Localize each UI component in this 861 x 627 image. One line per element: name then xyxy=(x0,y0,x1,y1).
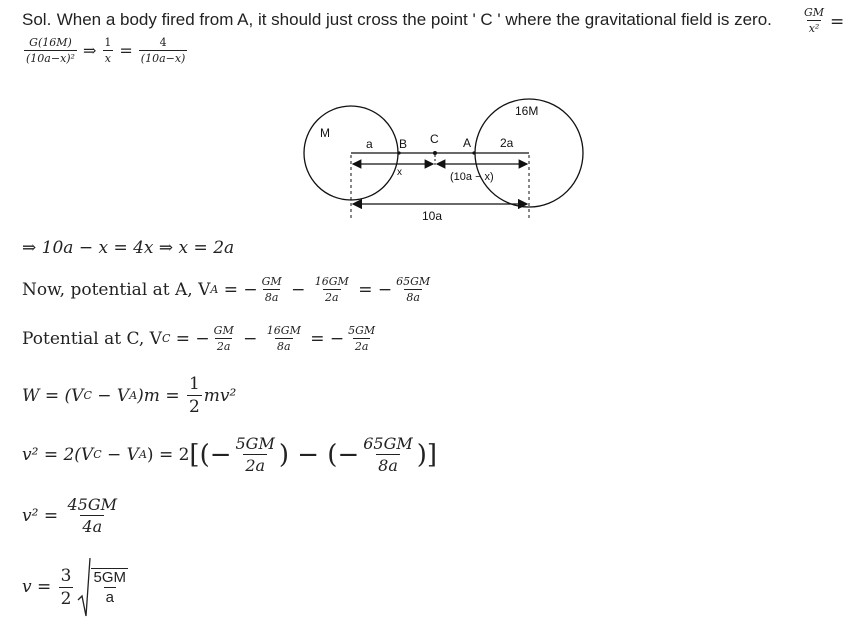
frac-gm-8a: $\frac{GM}{8a}$ xyxy=(261,275,282,304)
work-equation: W = (V C − V A )m = $\frac{1}{2}$ mv² xyxy=(22,374,237,417)
v-squared-expansion: v² = 2(V C − V A ) = 2 [(− $\frac{5GM}{2a}$ ) − (− $\frac{65GM}{8a}$ )] xyxy=(22,434,438,475)
v-result: v = $\frac{3}{2}$ $\frac{5GM}{a}$ xyxy=(22,556,130,618)
label-x: x xyxy=(397,167,402,178)
label-c: C xyxy=(430,132,439,146)
potential-at-a: Now, potential at A, V A = − $\frac{GM}{8a}$ − $\frac{16GM}{2a}$ = − $\frac{65GM}{8a}$ xyxy=(22,275,431,304)
eq-sign-2: = xyxy=(119,41,133,60)
label-10a: 10a xyxy=(422,209,443,223)
frac-16gm-8a: $\frac{16GM}{8a}$ xyxy=(266,324,301,353)
label-10a-minus-x: (10a − x) xyxy=(450,171,494,183)
v-squared-result: v² = $\frac{45GM}{4a}$ xyxy=(22,495,118,536)
eq-sign: = xyxy=(830,12,845,32)
frac-gm-2a: $\frac{GM}{2a}$ xyxy=(213,324,234,353)
point-a xyxy=(472,151,475,154)
sqrt-symbol xyxy=(77,556,91,618)
frac-3-2: $\frac{3}{2}$ xyxy=(60,565,72,609)
potential-at-c: Potential at C, V C = − $\frac{GM}{2a}$ − $\frac{16GM}{8a}$ = − $\frac{5GM}{2a}$ xyxy=(22,324,376,353)
two-mass-diagram xyxy=(300,95,590,230)
label-16m: 16M xyxy=(515,104,539,118)
frac-half: $\frac{1}{2}$ xyxy=(188,374,200,417)
label-a: a xyxy=(366,137,373,151)
frac-5gm-2a: $\frac{5GM}{2a}$ xyxy=(348,324,376,353)
implies-symbol: ⇒ xyxy=(82,41,97,60)
label-2a: 2a xyxy=(500,136,514,150)
frac-4-10ax: $\frac{4}{(10a-x)}$ xyxy=(140,36,186,65)
label-b: B xyxy=(399,137,408,151)
sol-prefix: Sol. xyxy=(22,10,52,29)
step-x-equals-2a: ⇒ 10a − x = 4x ⇒ x = 2a xyxy=(22,238,235,258)
frac-65gm-8a-big: $\frac{65GM}{8a}$ xyxy=(363,434,413,475)
frac-gm-x2: $\frac{GM}{\text{x²}}$ xyxy=(804,6,825,35)
frac-5gm-2a-big: $\frac{5GM}{2a}$ xyxy=(235,434,275,475)
frac-45gm-4a: $\frac{45GM}{4a}$ xyxy=(67,495,118,536)
sol-text: When a body fired from A, it should just cross the point ' C ' where the gravitational field is zero. xyxy=(56,10,772,29)
frac-1-x: $\frac{1}{x}$ xyxy=(104,36,112,65)
equation-line-1 xyxy=(22,36,189,65)
label-m: M xyxy=(320,126,330,140)
solution-intro xyxy=(22,10,772,30)
frac-65gm-8a: $\frac{65GM}{8a}$ xyxy=(396,275,431,304)
frac-16gm-2a: $\frac{16GM}{2a}$ xyxy=(314,275,349,304)
frac-5gm-a: $\frac{5GM}{a}$ xyxy=(93,569,126,606)
point-c xyxy=(433,151,437,155)
frac-g16m: $\frac{G(16M)}{\text{(10a−x)²}}$ xyxy=(26,36,75,65)
label-a-point: A xyxy=(463,136,472,150)
point-b xyxy=(397,151,400,154)
